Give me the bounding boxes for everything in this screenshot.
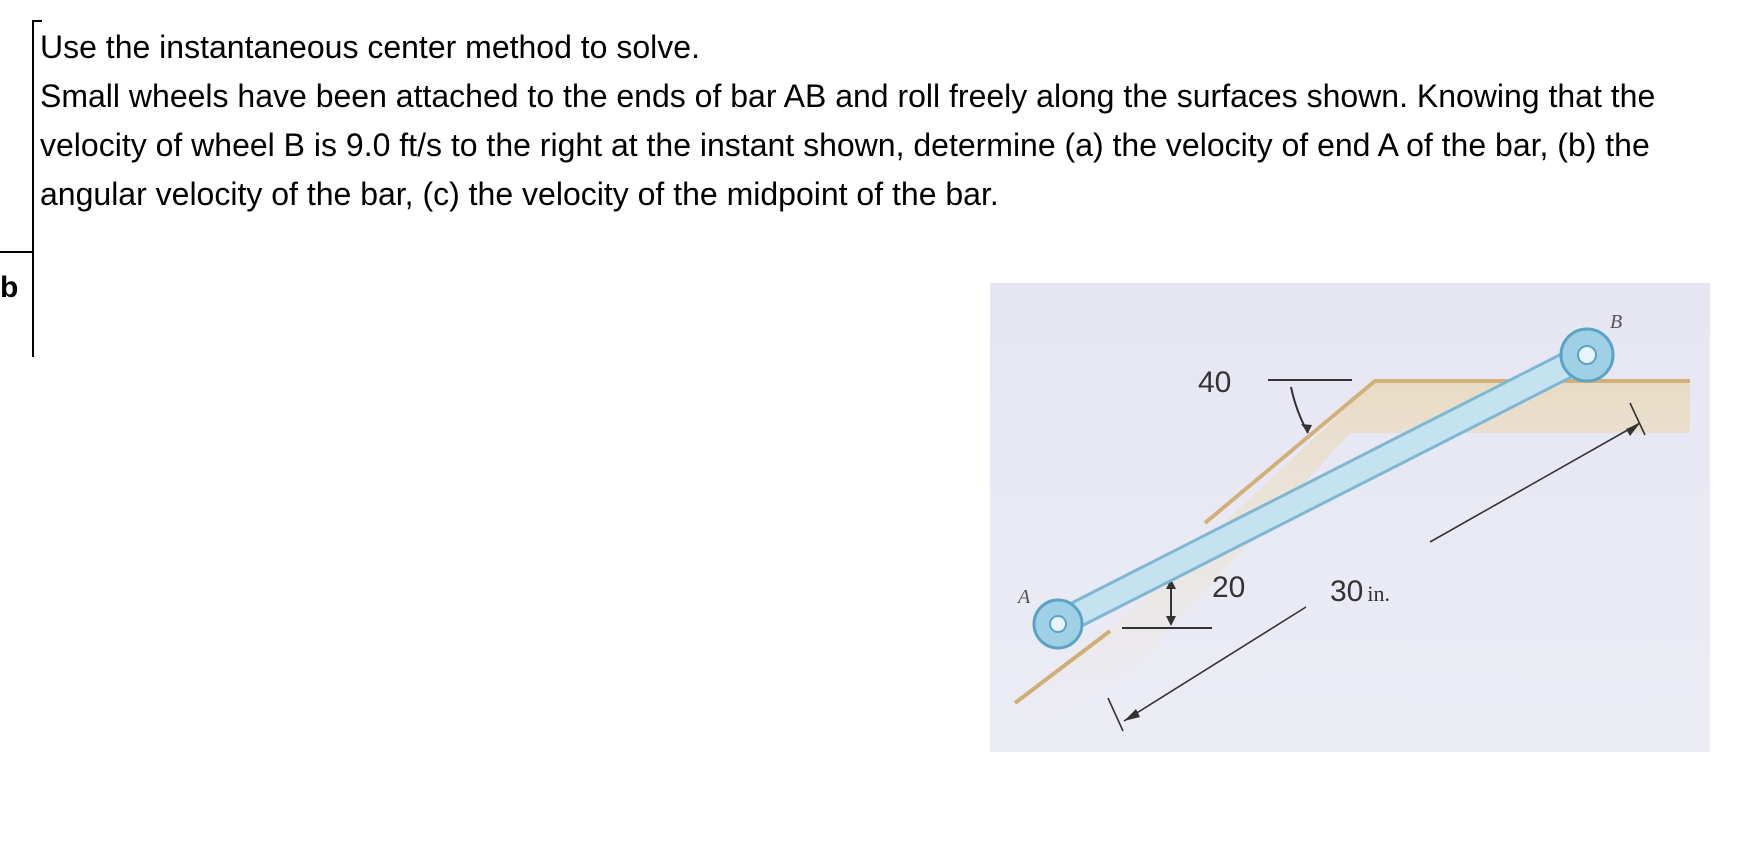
problem-instruction: Use the instantaneous center method to solve. <box>40 29 700 65</box>
side-label: b <box>0 271 19 304</box>
length-value: 30 <box>1330 575 1364 608</box>
angle-top-value: 40 <box>1198 366 1232 399</box>
wheel-b-hub <box>1578 346 1596 364</box>
label-b: B <box>1610 311 1623 333</box>
problem-figure <box>990 283 1710 752</box>
cell-border-left <box>32 20 34 357</box>
label-a: A <box>1018 586 1031 608</box>
figure-svg <box>990 283 1710 752</box>
problem-body: Small wheels have been attached to the ends of bar AB and roll freely along the surfaces shown. Knowing that the velocity of wheel B is 9.0 ft/s to the right at the instant shown, determine (a) the velocity of end A of the bar, (b) the angular velocity of the bar, (c) the velocity of the midpoint of the bar. <box>40 78 1656 212</box>
angle-bottom-value: 20 <box>1212 571 1246 604</box>
cell-border-top-stub <box>32 20 42 22</box>
cell-border-middle <box>0 251 34 253</box>
problem-statement <box>40 23 1752 219</box>
wheel-a-hub <box>1050 616 1066 632</box>
length-unit: in. <box>1367 581 1390 606</box>
